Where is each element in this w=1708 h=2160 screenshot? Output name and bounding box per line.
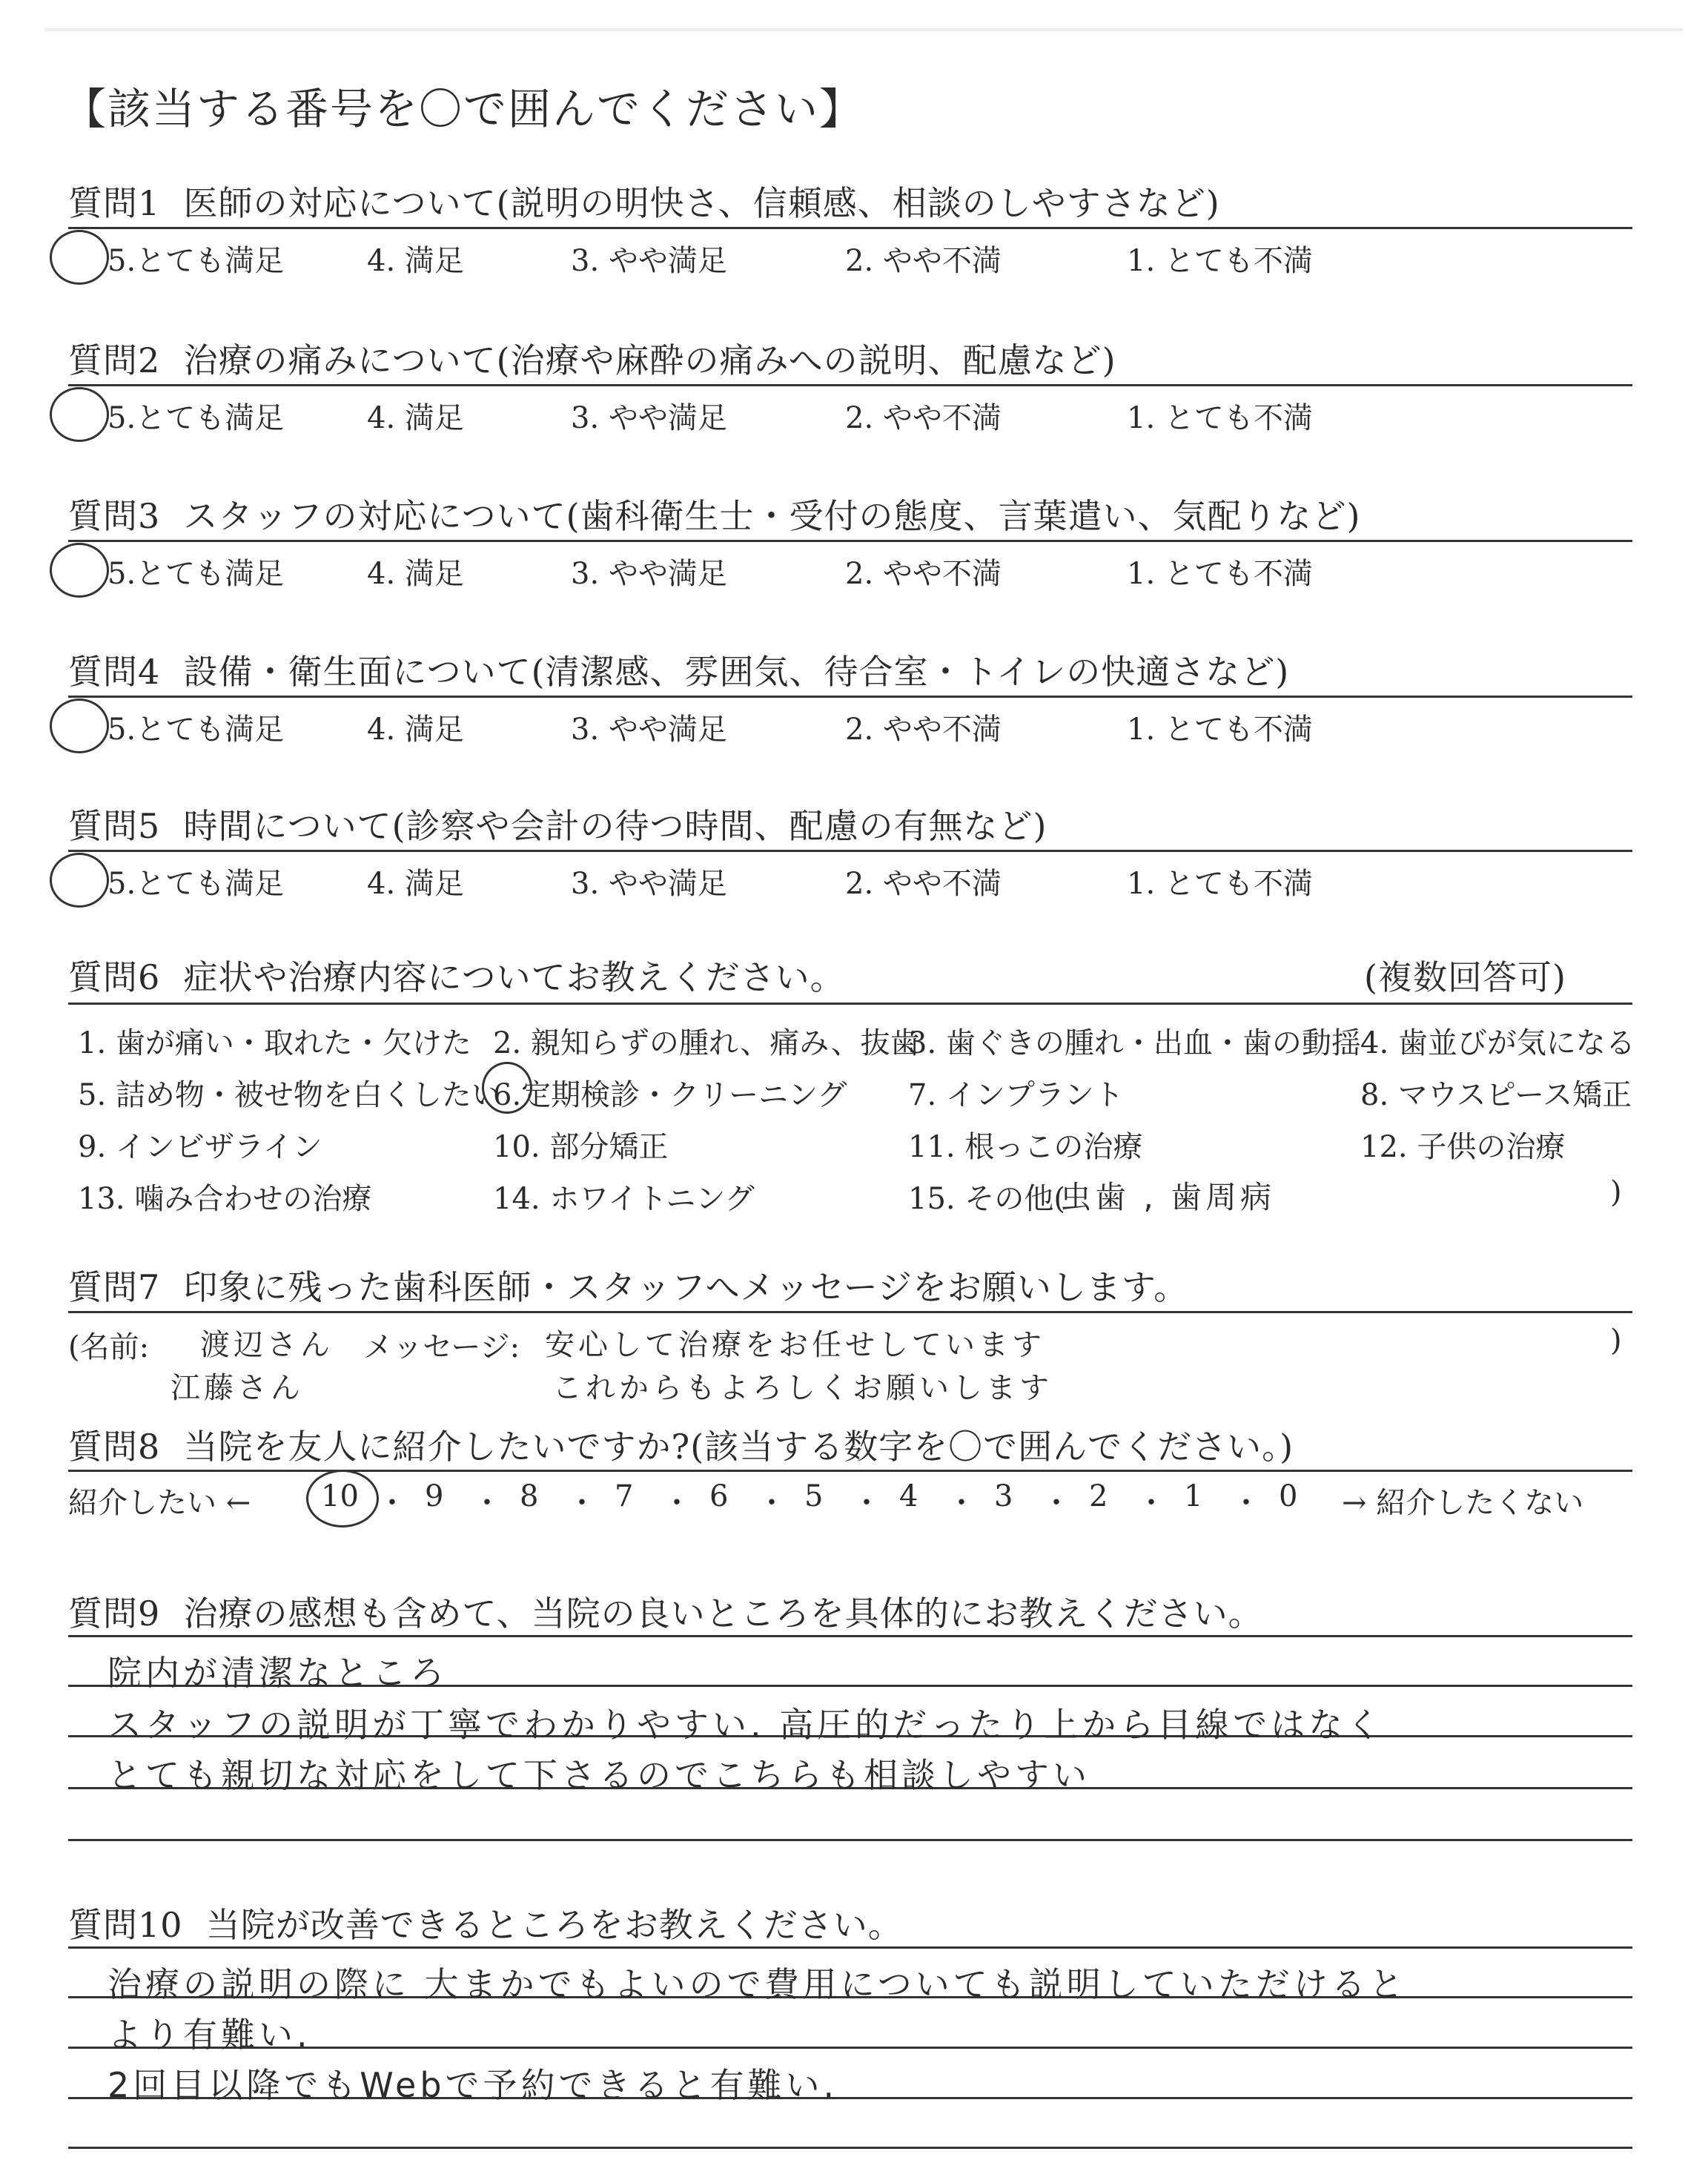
q2-text: 治療の痛みについて(治療や麻酔の痛みへの説明、配慮など) (183, 340, 1116, 380)
q2-option-3[interactable]: 3. やや満足 (571, 401, 727, 435)
q6-label: 質問6 (68, 957, 161, 997)
q4-option-2[interactable]: 2. やや不満 (845, 713, 1002, 747)
q6-option-3[interactable]: 3. 歯ぐきの腫れ・出血・歯の動揺 (908, 1026, 1361, 1060)
q1-option-5[interactable]: 5.とても満足 (107, 244, 285, 278)
q6-text: 症状や治療内容についてお教えください。 (183, 957, 845, 997)
q8-scale-separator: ・ (662, 1486, 692, 1520)
q10-answer-3[interactable]: 2回目以降でもWebで予約できると有難い. (107, 2065, 838, 2105)
q3-label: 質問3 (68, 496, 161, 536)
q8-label: 質問8 (68, 1427, 161, 1467)
q9-heading (68, 1587, 1263, 1636)
q8-scale-separator: ・ (1042, 1486, 1071, 1520)
q9-text: 治療の感想も含めて、当院の良いところを具体的にお教えください。 (183, 1593, 1263, 1634)
q3-rule (68, 540, 1632, 542)
q6-option-7[interactable]: 7. インプラント (908, 1078, 1124, 1112)
q4-rule (68, 696, 1632, 698)
q6-option-5[interactable]: 5. 詰め物・被せ物を白くしたい (78, 1078, 501, 1112)
q8-scale-6[interactable]: 6 (709, 1479, 729, 1513)
q8-scale-0[interactable]: 0 (1279, 1479, 1298, 1513)
q3-option-5[interactable]: 5.とても満足 (107, 557, 285, 591)
q7-name-2[interactable]: 江藤さん (171, 1371, 304, 1405)
q10-answer-1[interactable]: 治療の説明の際に 大まかでもよいので費用についても説明していただけると (107, 1964, 1407, 2004)
q1-text: 医師の対応について(説明の明快さ、信頼感、相談のしやすさなど) (183, 183, 1220, 223)
q1-option-4[interactable]: 4. 満足 (367, 244, 464, 278)
q9-answer-2[interactable]: スタッフの説明が丁寧でわかりやすい. 高圧的だったり上から目線ではなく (107, 1705, 1385, 1745)
q8-left-label: 紹介したい ← (68, 1486, 251, 1520)
q10-label: 質問10 (68, 1905, 183, 1945)
q8-scale-5[interactable]: 5 (804, 1479, 824, 1513)
q4-option-3[interactable]: 3. やや満足 (571, 713, 727, 747)
q6-option-1[interactable]: 1. 歯が痛い・取れた・欠けた (78, 1026, 471, 1060)
q8-scale-10[interactable]: 10 (321, 1479, 359, 1513)
q6-selected-circle (482, 1062, 532, 1114)
q4-option-4[interactable]: 4. 満足 (367, 713, 464, 747)
q8-scale-separator: ・ (852, 1486, 881, 1520)
q10-line-4 (68, 2147, 1632, 2149)
q8-scale-7[interactable]: 7 (615, 1479, 634, 1513)
q10-text: 当院が改善できるところをお教えください。 (205, 1905, 903, 1945)
q5-rule (68, 850, 1632, 852)
q9-line-4 (68, 1839, 1632, 1841)
q4-text: 設備・衛生面について(清潔感、雰囲気、待合室・トイレの快適さなど) (183, 652, 1290, 692)
q7-name-label: (名前: (68, 1330, 150, 1364)
q6-option-13[interactable]: 13. 噛み合わせの治療 (78, 1182, 372, 1216)
q8-scale-8[interactable]: 8 (520, 1479, 539, 1513)
q8-scale-separator: ・ (947, 1486, 976, 1520)
q8-text: 当院を友人に紹介したいですか?(該当する数字を〇で囲んでください。) (183, 1427, 1294, 1467)
q1-rule (68, 227, 1632, 229)
q7-message-1[interactable]: 安心して治療をお任せしています (545, 1328, 1045, 1362)
q4-heading (68, 645, 1289, 694)
q2-option-5[interactable]: 5.とても満足 (107, 401, 285, 435)
q9-answer-3[interactable]: とても親切な対応をして下さるのでこちらも相談しやすい (107, 1755, 1090, 1795)
q5-selected-circle (50, 853, 109, 908)
q6-option-8[interactable]: 8. マウスピース矯正 (1360, 1078, 1632, 1112)
q8-right-label: → 紹介したくない (1342, 1486, 1584, 1520)
q6-option-6[interactable]: 6.定期検診・クリーニング (493, 1078, 847, 1112)
q4-option-1[interactable]: 1. とても不満 (1127, 713, 1313, 747)
q6-option-14[interactable]: 14. ホワイトニング (493, 1182, 755, 1216)
q2-option-4[interactable]: 4. 満足 (367, 401, 464, 435)
page-top-edge (44, 28, 1683, 31)
q1-option-1[interactable]: 1. とても不満 (1127, 244, 1313, 278)
q3-option-3[interactable]: 3. やや満足 (571, 557, 727, 591)
q8-scale-3[interactable]: 3 (994, 1479, 1013, 1513)
q6-option-11[interactable]: 11. 根っこの治療 (908, 1130, 1143, 1164)
q7-rule (68, 1311, 1632, 1313)
q4-selected-circle (50, 698, 109, 753)
q8-scale-separator: ・ (472, 1486, 502, 1520)
q6-option-10[interactable]: 10. 部分矯正 (493, 1130, 669, 1164)
q10-heading (68, 1898, 903, 1947)
q6-note: (複数回答可) (1364, 957, 1566, 997)
q2-option-1[interactable]: 1. とても不満 (1127, 401, 1313, 435)
q8-scale-separator: ・ (567, 1486, 597, 1520)
q3-heading (68, 489, 1361, 538)
q7-label: 質問7 (68, 1267, 161, 1307)
q8-scale-9[interactable]: 9 (425, 1479, 444, 1513)
q1-heading (68, 176, 1220, 225)
q8-scale-separator: ・ (377, 1486, 407, 1520)
q8-scale-separator: ・ (757, 1486, 787, 1520)
q7-message-label: メッセージ: (363, 1330, 520, 1364)
q5-option-3[interactable]: 3. やや満足 (571, 867, 727, 901)
q8-rule (68, 1470, 1632, 1472)
q6-rule (68, 1003, 1632, 1005)
q1-option-3[interactable]: 3. やや満足 (571, 244, 727, 278)
q7-text: 印象に残った歯科医師・スタッフへメッセージをお願いします。 (183, 1267, 1189, 1307)
q6-option-9[interactable]: 9. インビザライン (78, 1130, 322, 1164)
q5-heading (68, 799, 1047, 848)
q6-other-text[interactable]: 虫歯 , 歯周病 (1060, 1179, 1276, 1215)
q1-selected-circle (50, 230, 109, 285)
q5-option-4[interactable]: 4. 満足 (367, 867, 464, 901)
q9-rule (68, 1635, 1632, 1637)
q5-text: 時間について(診察や会計の待つ時間、配慮の有無など) (183, 806, 1047, 846)
q7-heading (68, 1261, 1188, 1309)
q2-rule (68, 384, 1632, 386)
q3-option-4[interactable]: 4. 満足 (367, 557, 464, 591)
q7-close: ) (1610, 1324, 1622, 1358)
q2-heading (68, 334, 1116, 383)
q9-answer-1[interactable]: 院内が清潔なところ (107, 1653, 448, 1693)
q2-option-2[interactable]: 2. やや不満 (845, 401, 1002, 435)
q9-label: 質問9 (68, 1593, 161, 1634)
q6-option-4[interactable]: 4. 歯並びが気になる (1360, 1026, 1635, 1060)
q10-rule (68, 1946, 1632, 1949)
q7-name-1[interactable]: 渡辺さん (200, 1328, 334, 1362)
q8-scale-separator: ・ (1231, 1486, 1261, 1520)
q5-option-2[interactable]: 2. やや不満 (845, 867, 1002, 901)
q6-option-12[interactable]: 12. 子供の治療 (1360, 1130, 1566, 1164)
q7-message-2[interactable]: これからもよろしくお願いします (552, 1371, 1053, 1405)
q10-answer-2[interactable]: より有難い. (107, 2015, 311, 2055)
q6-option-close: ) (1610, 1175, 1622, 1209)
q6-option-2[interactable]: 2. 親知らずの腫れ、痛み、抜歯 (493, 1026, 920, 1060)
page-title: 【該当する番号を〇で囲んでください】 (63, 84, 864, 134)
q1-label: 質問1 (68, 183, 161, 223)
q5-option-1[interactable]: 1. とても不満 (1127, 867, 1313, 901)
q3-selected-circle (50, 543, 109, 598)
q1-option-2[interactable]: 2. やや不満 (845, 244, 1002, 278)
q8-heading (68, 1420, 1294, 1469)
q4-option-5[interactable]: 5.とても満足 (107, 713, 285, 747)
q8-selected-circle (306, 1470, 379, 1527)
q5-label: 質問5 (68, 806, 161, 846)
q8-scale-1[interactable]: 1 (1184, 1479, 1203, 1513)
q8-scale-4[interactable]: 4 (899, 1479, 918, 1513)
q3-option-2[interactable]: 2. やや不満 (845, 557, 1002, 591)
q6-option-15[interactable]: 15. その他( (908, 1182, 1065, 1216)
q6-heading (68, 951, 845, 1000)
q5-option-5[interactable]: 5.とても満足 (107, 867, 285, 901)
q8-scale-separator: ・ (1136, 1486, 1166, 1520)
q4-label: 質問4 (68, 652, 161, 692)
q8-scale-2[interactable]: 2 (1089, 1479, 1108, 1513)
q2-selected-circle (50, 387, 109, 442)
q3-option-1[interactable]: 1. とても不満 (1127, 557, 1313, 591)
q3-text: スタッフの対応について(歯科衛生士・受付の態度、言葉遣い、気配りなど) (183, 496, 1361, 536)
q2-label: 質問2 (68, 340, 161, 380)
